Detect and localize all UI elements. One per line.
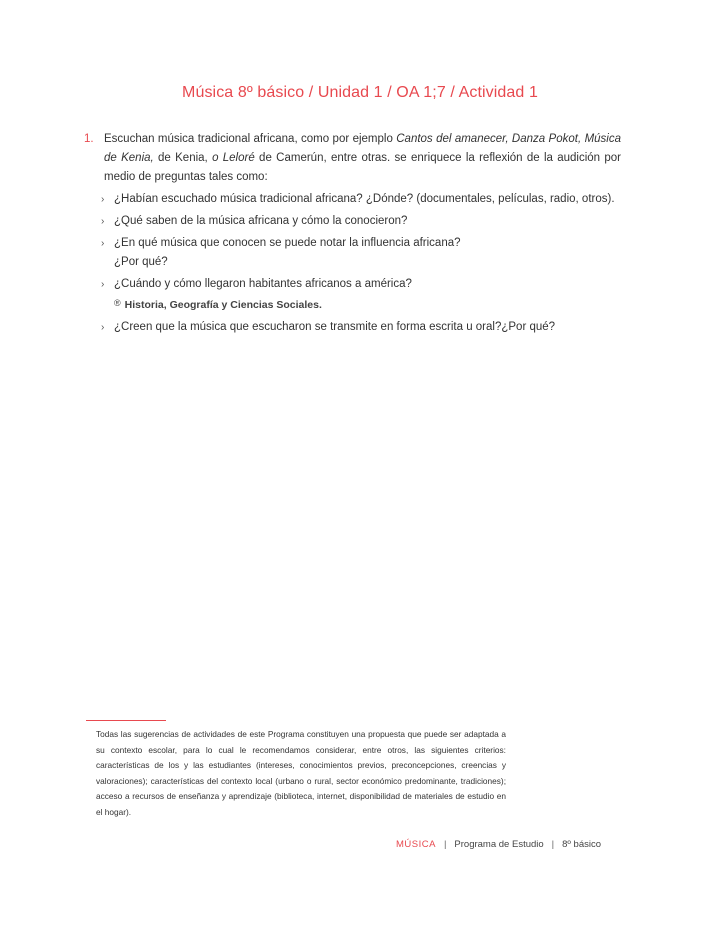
list-item [101, 212, 621, 231]
page-title: Música 8º básico / Unidad 1 / OA 1;7 / Actividad 1 [182, 83, 538, 101]
footer-grade: 8º básico [562, 839, 601, 850]
intro-italic-2: Música de Kenia, [104, 133, 622, 164]
footer-separator: | [443, 839, 447, 850]
chevron-right-icon: › [101, 194, 105, 205]
activity-intro [84, 130, 621, 187]
intro-italic-3: o Leloré [212, 152, 255, 164]
footnote-divider [86, 720, 166, 721]
chevron-right-icon: › [101, 238, 105, 249]
question-text: ¿Cuándo y cómo llegaron habitantes africanos a américa? [114, 278, 412, 290]
reference-icon: ® [114, 298, 121, 308]
subject-reference [114, 294, 621, 315]
question-text: ¿En qué música que conocen se puede notar la influencia africana? [114, 237, 461, 249]
question-text: ¿Qué saben de la música africana y cómo la conocieron? [114, 215, 408, 227]
chevron-right-icon: › [101, 216, 105, 227]
footer-subject: MÚSICA [396, 839, 436, 850]
footer-program: Programa de Estudio [454, 839, 544, 850]
activity-description [104, 130, 621, 187]
activity-block [84, 130, 621, 340]
question-block [114, 234, 621, 272]
question-list [84, 190, 621, 337]
list-item [101, 318, 621, 337]
question-block [114, 275, 621, 315]
footnote: Todas las sugerencias de actividades de este Programa constituyen una propuesta que puede ser adaptada a su contexto escolar, para lo cual le recomendamos considerar, entre otros, las siguientes criterios: características de los y las estudiantes (intereses, conocimientos previos, preconcepciones, creencias y valoraciones); características del contexto local (urbano o rural, sector económico predominante, tradiciones); acceso a recursos de enseñanza y aprendizaje (biblioteca, internet, disponibilidad de materiales de estudio en el hogar). [96, 729, 506, 817]
intro-text-3: de Kenia, [153, 152, 213, 164]
question-text: ¿Creen que la música que escucharon se transmite en forma escrita u oral?¿Por qué? [114, 321, 556, 333]
footer-separator: | [551, 839, 555, 850]
intro-italic-1: Cantos del amanecer, Danza Pokot, [396, 133, 582, 145]
list-item [101, 190, 621, 209]
list-item [101, 234, 621, 272]
question-continuation: ¿Por qué? [114, 256, 168, 268]
activity-number: 1. [84, 133, 94, 145]
list-item [101, 275, 621, 315]
intro-text-1: Escuchan música tradicional africana, como por ejemplo [104, 133, 397, 145]
reference-text: Historia, Geografía y Ciencias Sociales. [124, 299, 322, 311]
chevron-right-icon: › [101, 322, 105, 333]
intro-text-4: de Camerún, entre otras. se enriquece la reflexión de la audición por medio de preguntas tales como: [104, 152, 622, 183]
page-footer [0, 839, 601, 850]
chevron-right-icon: › [101, 279, 105, 290]
question-text: ¿Habían escuchado música tradicional africana? ¿Dónde? (documentales, películas, radio, otros). [114, 193, 615, 205]
